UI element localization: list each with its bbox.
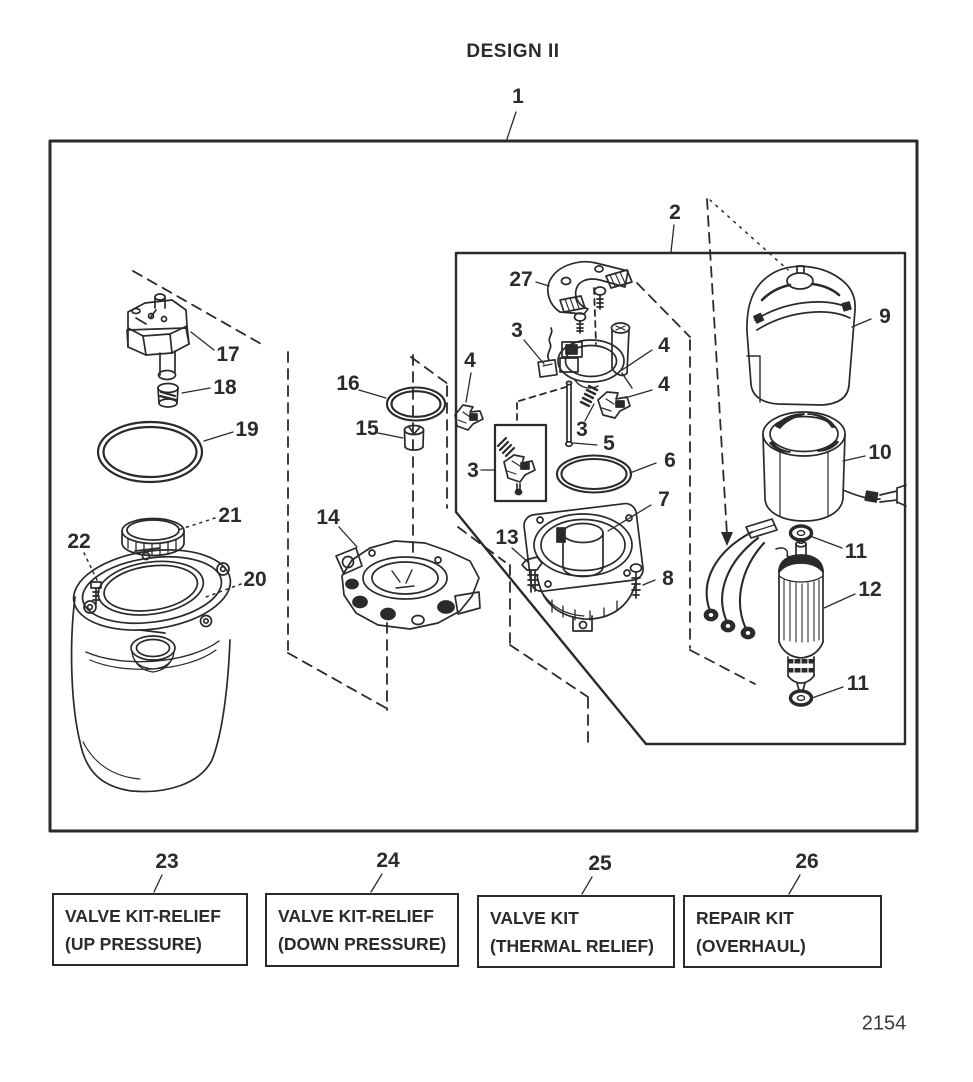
kit-box-line2: (THERMAL RELIEF) [490, 936, 654, 957]
phantom-lines [133, 199, 755, 744]
part-27-bracket-drawing [548, 262, 632, 314]
part-14-manifold-drawing [336, 541, 480, 629]
part-11-washer-bottom-drawing [791, 691, 812, 705]
kit-box-line1: VALVE KIT [490, 908, 579, 928]
part-12-armature-drawing [779, 539, 823, 690]
part-3-brush-drawing [538, 328, 557, 377]
kit-box-thermal-relief [477, 895, 675, 968]
callout-9: 9 [879, 305, 891, 328]
callout-19: 19 [235, 418, 259, 441]
callout-7: 7 [658, 488, 670, 511]
callout-18: 18 [213, 376, 237, 399]
kit-box-line1: VALVE KIT-RELIEF [278, 906, 434, 926]
callout-3-spring: 3 [576, 418, 588, 441]
bracket-screws-drawing [575, 287, 606, 333]
part-15-coupler-drawing [405, 426, 424, 451]
valve-kit-contents-drawing [498, 438, 535, 495]
part-20-reservoir-drawing [68, 540, 235, 791]
leader-lines [154, 112, 871, 894]
part-11-washer-top-drawing [791, 526, 812, 540]
part-7-end-cap-drawing [523, 502, 645, 631]
kit-box-up-pressure [52, 893, 248, 966]
page-number: 2154 [861, 1012, 907, 1035]
callout-6: 6 [664, 449, 676, 472]
callout-13: 13 [495, 526, 519, 549]
dotted-line-to-cover [710, 200, 788, 270]
callout-3-kit: 3 [467, 459, 479, 482]
callout-4-left: 4 [464, 349, 476, 372]
callout-3-brush: 3 [511, 319, 523, 342]
callout-16: 16 [336, 372, 360, 395]
callout-5: 5 [603, 432, 615, 455]
part-10-stator-drawing [763, 412, 906, 521]
part-4-holder-bottom-drawing [598, 392, 630, 418]
kit-box-down-pressure [265, 893, 459, 967]
outer-assembly-box [50, 141, 917, 831]
part-9-motor-cover-drawing [747, 266, 855, 405]
callout-8: 8 [662, 567, 674, 590]
callout-10: 10 [868, 441, 892, 464]
callout-11-bottom: 11 [846, 672, 870, 695]
callout-25: 25 [588, 852, 612, 875]
callout-22: 22 [67, 530, 91, 553]
kit-box-line2: (UP PRESSURE) [65, 934, 202, 955]
part-16-oring-drawing [387, 388, 445, 421]
part-17-pump-adapter-drawing [127, 294, 189, 380]
part-3-spring-drawing [581, 386, 597, 406]
callout-24: 24 [376, 849, 400, 872]
callout-15: 15 [355, 417, 379, 440]
callout-14: 14 [316, 506, 340, 529]
callout-4-lower: 4 [658, 373, 670, 396]
kit-box-line2: (DOWN PRESSURE) [278, 934, 447, 955]
callout-12: 12 [858, 578, 882, 601]
kit-box-line1: REPAIR KIT [696, 908, 794, 928]
callout-26: 26 [795, 850, 819, 873]
callout-23: 23 [155, 850, 179, 873]
callout-27: 27 [509, 268, 533, 291]
callout-17: 17 [216, 343, 240, 366]
callout-2: 2 [669, 201, 681, 224]
page-title: DESIGN II [466, 41, 560, 62]
part-18-filter-drawing [158, 384, 178, 408]
callout-21: 21 [218, 504, 242, 527]
callout-4-upper: 4 [658, 334, 670, 357]
part-19-oring-drawing [98, 422, 202, 482]
kit-box-line2: (OVERHAUL) [696, 936, 806, 957]
callout-1: 1 [512, 85, 524, 108]
down-arrowhead [721, 532, 733, 546]
kit-box-line1: VALVE KIT-RELIEF [65, 906, 221, 926]
callout-20: 20 [243, 568, 267, 591]
part-6-oring-drawing [557, 456, 631, 493]
kit-box-overhaul [683, 895, 882, 968]
callout-11-top: 11 [844, 540, 868, 563]
part-4-holder-left-drawing [455, 405, 483, 430]
part-5-rod-drawing [566, 381, 572, 446]
